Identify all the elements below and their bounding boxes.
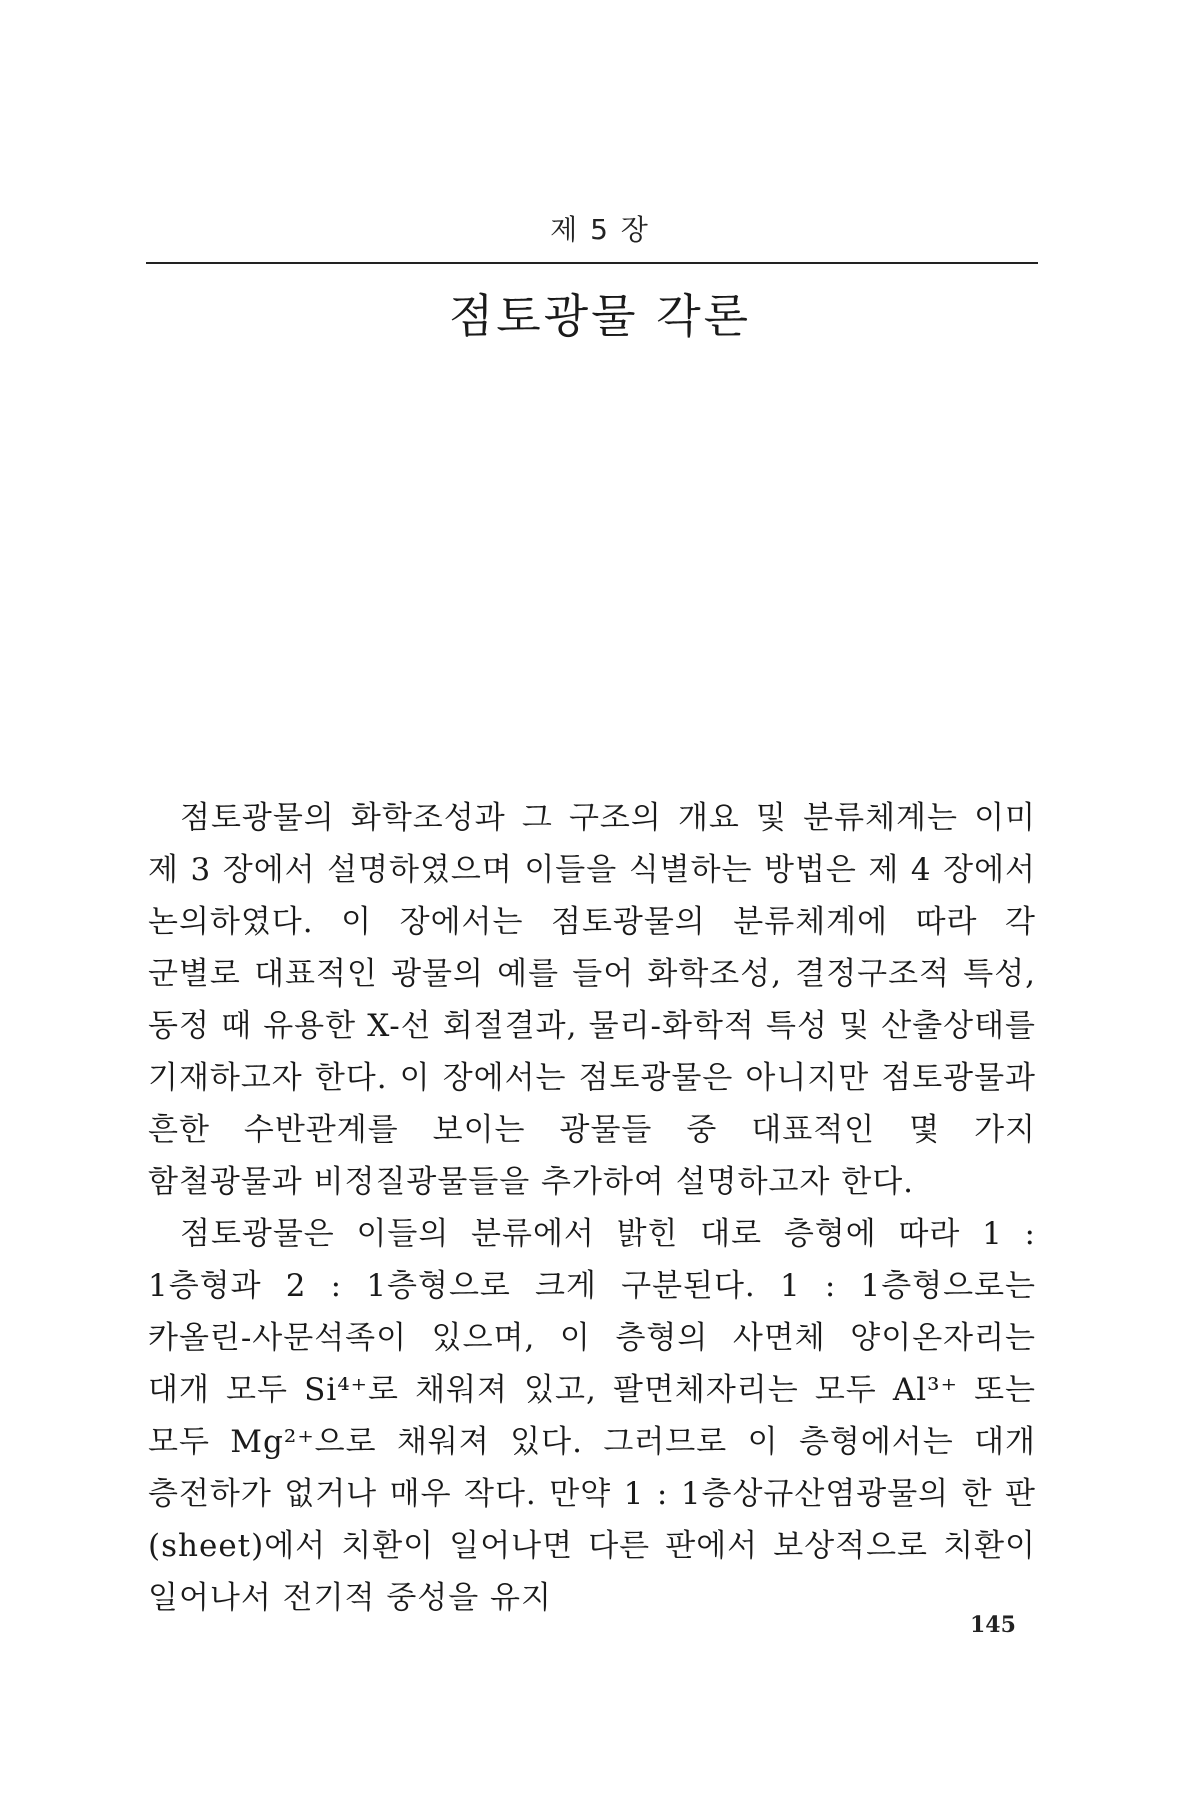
paragraph-2: 점토광물은 이들의 분류에서 밝힌 대로 층형에 따라 1 : 1층형과 2 : 1층형으로 크게 구분된다. 1 : 1층형으로는 카올린-사문석족이 있으며, 이 층형의 사면체 양이온자리는 대개 모두 Si⁴⁺로 채워져 있고, 팔면체자리는 모두 Al³⁺ 또는 모두 Mg²⁺으로 채워져 있다. 그러므로 이 층형에서는 대개 층전하가 없거나 매우 작다. 만약 1 : 1층상규산염광물의 한 판(sheet)에서 치환이 일어나면 다른 판에서 보상적으로 치환이 일어나서 전기적 중성을 유지 [148,1216,1036,1616]
paragraph-1: 점토광물의 화학조성과 그 구조의 개요 및 분류체계는 이미 제 3 장에서 설명하였으며 이들을 식별하는 방법은 제 4 장에서 논의하였다. 이 장에서는 점토광물의 분류체계에 따라 각 군별로 대표적인 광물의 예를 들어 화학조성, 결정구조적 특성, 동정 때 유용한 X-선 회절결과, 물리-화학적 특성 및 산출상태를 기재하고자 한다. 이 장에서는 점토광물은 아니지만 점토광물과 흔한 수반관계를 보이는 광물들 중 대표적인 몇 가지 함철광물과 비정질광물들을 추가하여 설명하고자 한다. [148,800,1036,1200]
body-text [148,792,1036,1624]
chapter-divider [146,262,1038,264]
page-number: 145 [970,1612,1016,1638]
chapter-label: 제 5 장 [550,213,650,246]
chapter-title: 점토광물 각론 [448,289,752,343]
